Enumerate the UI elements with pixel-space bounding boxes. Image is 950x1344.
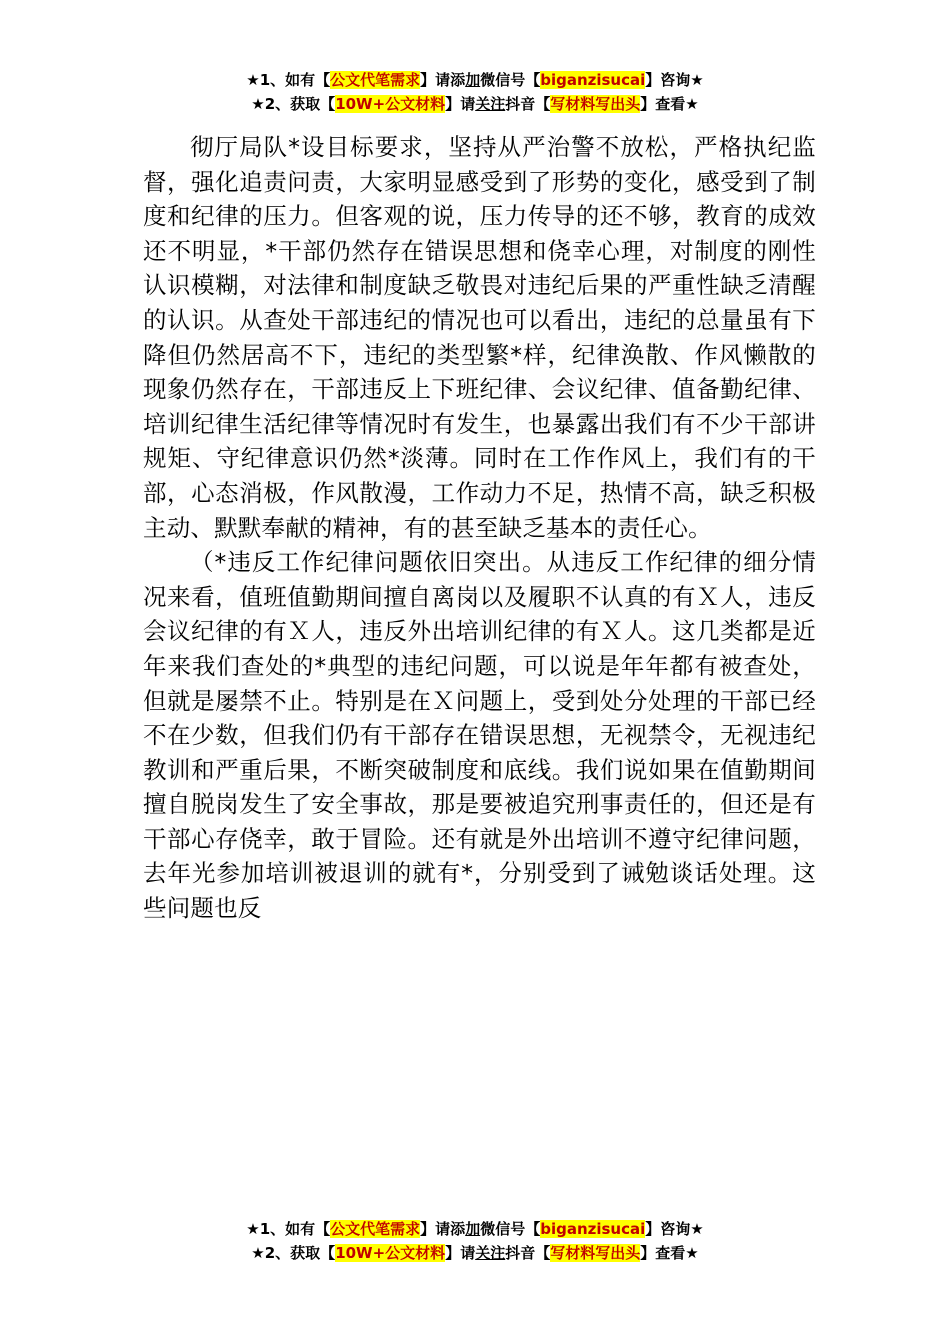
header-line-1-prefix: ★1、如有【 (246, 71, 331, 89)
header-line-2-text-2: 抖音【 (505, 95, 551, 113)
footer-line-1-suffix: 】咨询★ (645, 1220, 704, 1238)
header-line-2 (0, 92, 950, 116)
footer-line-2-underlined: 关注 (475, 1244, 506, 1262)
header-line-1-highlight-service: 公文代笔需求 (330, 71, 421, 89)
header-line-2-highlight-materials: 10W+公文材料 (335, 95, 446, 113)
header-line-1-highlight-wechat: biganzisucai (540, 71, 646, 89)
footer-line-1-prefix: ★1、如有【 (246, 1220, 331, 1238)
footer-line-1 (0, 1217, 950, 1241)
header-line-2-suffix: 】查看★ (640, 95, 699, 113)
footer-line-2 (0, 1241, 950, 1265)
header-banner (0, 68, 950, 116)
footer-line-2-prefix: ★2、获取【 (251, 1244, 336, 1262)
header-line-1-underlined: 加 (465, 71, 481, 89)
footer-banner (0, 1217, 950, 1265)
footer-line-1-underlined: 加 (465, 1220, 481, 1238)
header-line-1-text: 】请添 (420, 71, 466, 89)
footer-line-2-highlight-materials: 10W+公文材料 (335, 1244, 446, 1262)
header-line-2-highlight-douyin: 写材料写出头 (550, 95, 641, 113)
document-body (143, 130, 816, 926)
footer-line-1-highlight-service: 公文代笔需求 (330, 1220, 421, 1238)
footer-line-1-text-2: 微信号【 (480, 1220, 541, 1238)
header-line-2-prefix: ★2、获取【 (251, 95, 336, 113)
footer-line-2-suffix: 】查看★ (640, 1244, 699, 1262)
header-line-1 (0, 68, 950, 92)
body-paragraph-2: （*违反工作纪律问题依旧突出。从违反工作纪律的细分情况来看，值班值勤期间擅自离岗以及履职不认真的有Ｘ人，违反会议纪律的有Ｘ人，违反外出培训纪律的有Ｘ人。这几类都是近年来我们查处的*典型的违纪问题，可以说是年年都有被查处，但就是屡禁不止。特别是在Ｘ问题上，受到处分处理的干部已经不在少数，但我们仍有干部存在错误思想，无视禁令，无视违纪教训和严重后果，不断突破制度和底线。我们说如果在值勤期间擅自脱岗发生了安全事故，那是要被追究刑事责任的，但还是有干部心存侥幸，敢于冒险。还有就是外出培训不遵守纪律问题，去年光参加培训被退训的就有*，分别受到了诫勉谈话处理。这些问题也反 (143, 548, 816, 923)
header-line-2-underlined: 关注 (475, 95, 506, 113)
footer-line-1-text: 】请添 (420, 1220, 466, 1238)
footer-line-2-text: 】请 (445, 1244, 476, 1262)
header-line-2-text: 】请 (445, 95, 476, 113)
body-paragraph-1: 彻厅局队*设目标要求，坚持从严治警不放松，严格执纪监督，强化追责问责，大家明显感受到了形势的变化，感受到了制度和纪律的压力。但客观的说，压力传导的还不够，教育的成效还不明显，*干部仍然存在错误思想和侥幸心理，对制度的刚性认识模糊，对法律和制度缺乏敬畏对违纪后果的严重性缺乏清醒的认识。从查处干部违纪的情况也可以看出，违纪的总量虽有下降但仍然居高不下，违纪的类型繁*样，纪律涣散、作风懒散的现象仍然存在，干部违反上下班纪律、会议纪律、值备勤纪律、培训纪律生活纪律等情况时有发生，也暴露出我们有不少干部讲规矩、守纪律意识仍然*淡薄。同时在工作作风上，我们有的干部，心态消极，作风散漫，工作动力不足，热情不高，缺乏积极主动、默默奉献的精神，有的甚至缺乏基本的责任心。 (143, 133, 816, 542)
header-line-1-suffix: 】咨询★ (645, 71, 704, 89)
footer-line-2-text-2: 抖音【 (505, 1244, 551, 1262)
footer-line-1-highlight-wechat: biganzisucai (540, 1220, 646, 1238)
footer-line-2-highlight-douyin: 写材料写出头 (550, 1244, 641, 1262)
header-line-1-text-2: 微信号【 (480, 71, 541, 89)
